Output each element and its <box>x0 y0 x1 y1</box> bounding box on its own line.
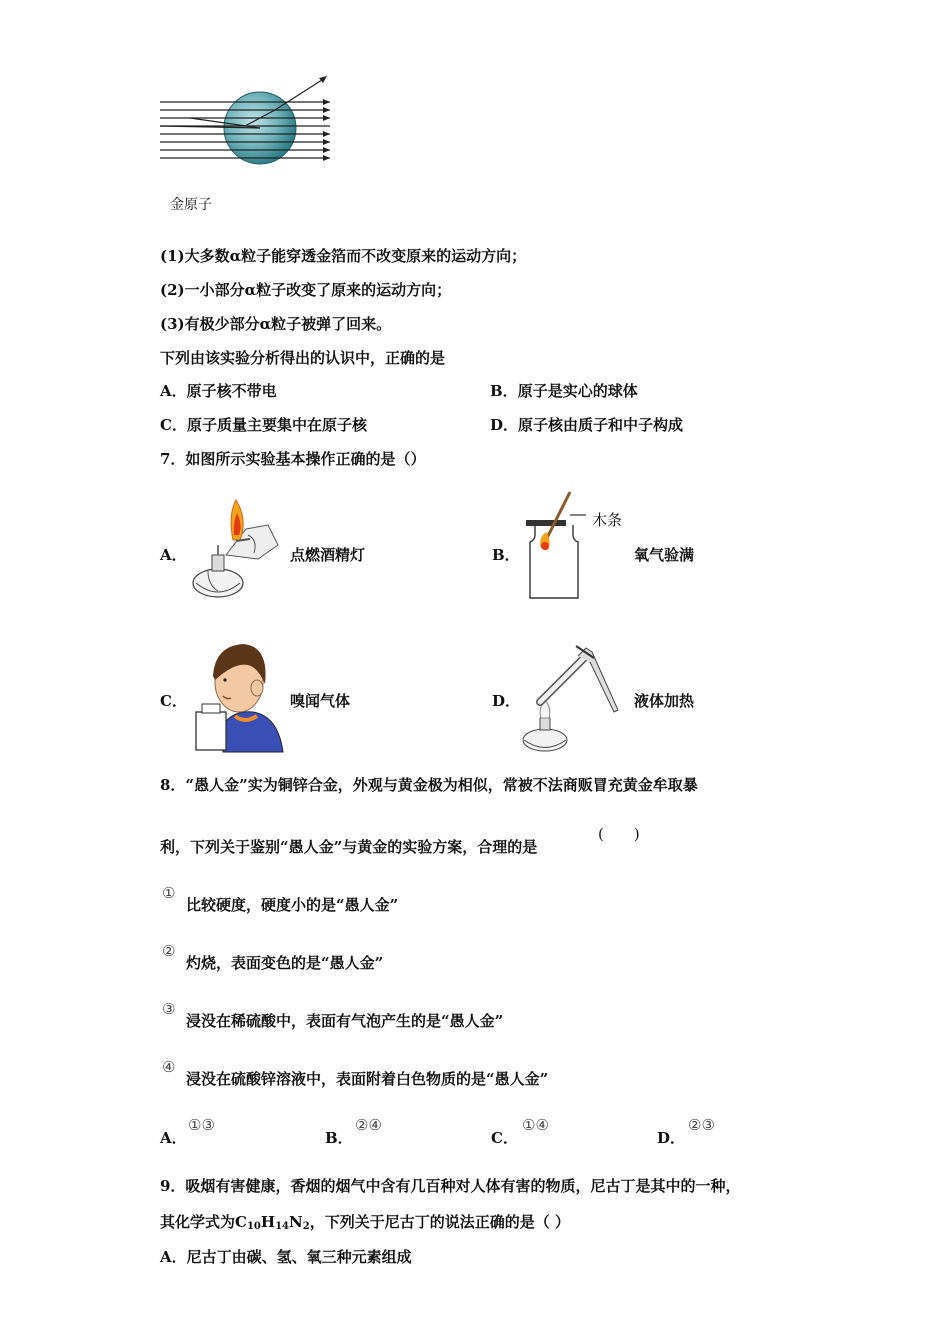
observation-2: (2)一小部分α粒子改变了原来的运动方向； <box>160 281 452 299</box>
q7-option-d-label: 液体加热 <box>634 692 695 710</box>
stem-prefix: 其化学式为 <box>160 1213 236 1231</box>
option-text: 原子是实心的球体 <box>517 382 638 400</box>
observation-3: (3)有极少部分α粒子被弹了回来。 <box>160 315 392 333</box>
q8-option-d-value: ②③ <box>688 1116 715 1134</box>
oxygen-test-figure <box>520 490 590 602</box>
q8-option-c-value: ①④ <box>522 1116 549 1134</box>
formula: $C_{10}H_{14}N_2$ <box>235 1213 310 1232</box>
option-letter: B． <box>490 382 518 400</box>
alpha-scattering-figure <box>155 70 340 170</box>
question-stem: 下列由该实验分析得出的认识中，正确的是 <box>160 349 446 367</box>
q7-option-b-letter[interactable]: B． <box>492 546 520 564</box>
wood-strip-label: 木条 <box>592 511 623 529</box>
q7-option-a-label: 点燃酒精灯 <box>290 546 366 564</box>
observation-1: (1)大多数α粒子能穿透金箔而不改变原来的运动方向； <box>160 247 527 265</box>
item-number: ① <box>162 884 176 902</box>
liquid-heating-figure <box>518 640 630 756</box>
option-d[interactable] <box>490 415 683 435</box>
item-text: 浸没在硫酸锌溶液中，表面附着白色物质的是“愚人金” <box>186 1070 549 1088</box>
q9-option-a[interactable] <box>160 1247 412 1267</box>
option-text: 尼古丁由碳、氢、氧三种元素组成 <box>186 1248 412 1266</box>
alcohol-lamp-lighting-figure <box>188 495 286 605</box>
option-c[interactable] <box>160 415 367 435</box>
option-letter: D． <box>490 416 519 434</box>
option-text: 原子质量主要集中在原子核 <box>186 416 367 434</box>
option-text: 原子核由质子和中子构成 <box>518 416 684 434</box>
q8-option-d[interactable]: D． <box>657 1129 686 1147</box>
q8-option-a[interactable]: A． <box>160 1129 187 1147</box>
q8-option-a-value: ①③ <box>188 1116 215 1134</box>
q7-option-a-letter[interactable]: A． <box>160 546 187 564</box>
q9-stem-line2 <box>160 1212 570 1237</box>
q8-option-c[interactable]: C． <box>491 1129 518 1147</box>
item-number: ④ <box>162 1058 176 1076</box>
option-a[interactable] <box>160 381 277 401</box>
option-letter: A． <box>160 1248 187 1266</box>
q8-option-b-value: ②④ <box>355 1116 382 1134</box>
item-text: 比较硬度，硬度小的是“愚人金” <box>186 896 399 914</box>
q7-option-b-label: 氧气验满 <box>634 546 695 564</box>
item-text: 灼烧，表面变色的是“愚人金” <box>186 954 384 972</box>
option-letter: C． <box>160 416 187 434</box>
q8-option-b[interactable]: B． <box>325 1129 353 1147</box>
stem-suffix: ，下列关于尼古丁的说法正确的是（ ） <box>309 1213 570 1231</box>
q8-stem-line1: 8．“愚人金”实为铜锌合金，外观与黄金极为相似，常被不法商贩冒充黄金牟取暴 <box>160 776 698 794</box>
q8-stem-line2: 利，下列关于鉴别“愚人金”与黄金的实验方案，合理的是 <box>160 838 538 856</box>
q7-option-c-letter[interactable]: C． <box>160 692 187 710</box>
q7-option-c-label: 嗅闻气体 <box>290 692 351 710</box>
item-number: ③ <box>162 1000 176 1018</box>
q7-stem: 7．如图所示实验基本操作正确的是（） <box>160 450 426 468</box>
smelling-gas-figure <box>193 640 285 752</box>
option-text: 原子核不带电 <box>186 382 277 400</box>
q9-stem-line1: 9．吸烟有害健康，香烟的烟气中含有几百种对人体有害的物质，尼古丁是其中的一种， <box>160 1177 741 1195</box>
answer-parentheses: ( ) <box>598 825 640 843</box>
item-text: 浸没在稀硫酸中，表面有气泡产生的是“愚人金” <box>186 1012 504 1030</box>
item-number: ② <box>162 942 176 960</box>
option-b[interactable] <box>490 381 638 401</box>
q7-option-d-letter[interactable]: D． <box>492 692 521 710</box>
figure-caption: 金原子 <box>170 197 212 213</box>
option-letter: A． <box>160 382 187 400</box>
